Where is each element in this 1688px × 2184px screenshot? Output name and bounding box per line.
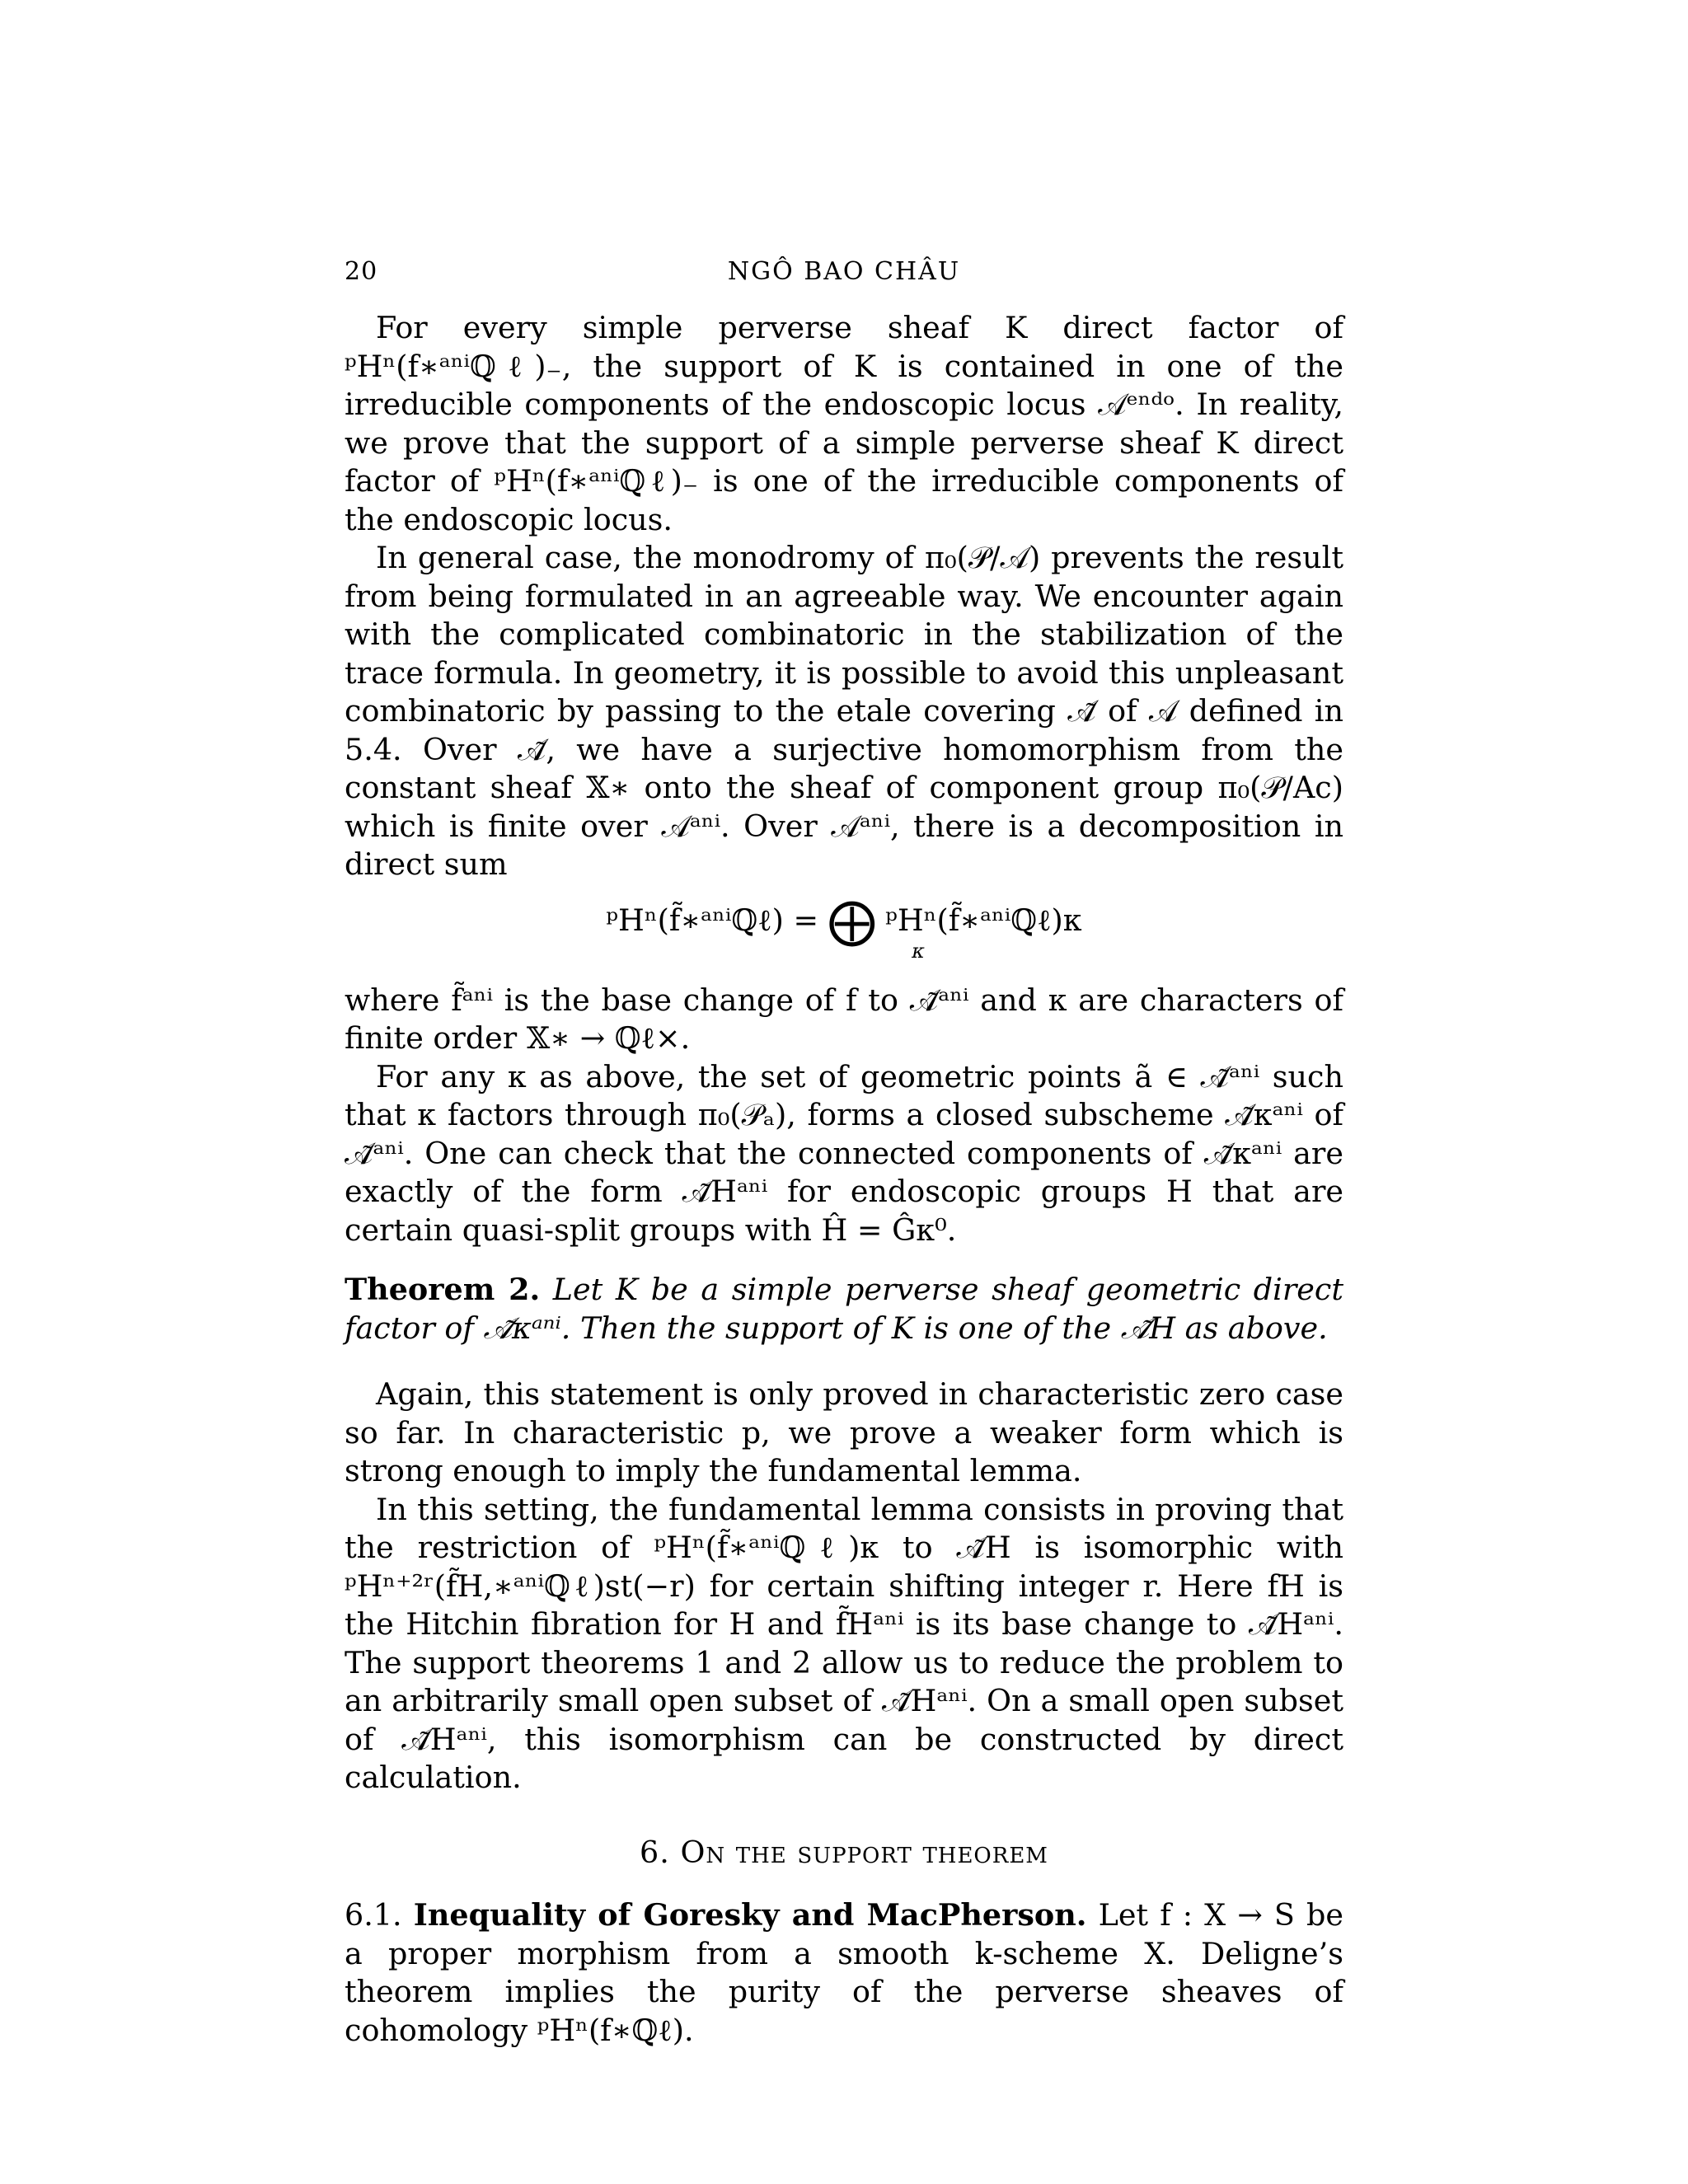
subsection-paragraph: [345, 1896, 1343, 2050]
direct-sum-symbol: ⨁: [828, 892, 876, 949]
equation-lhs: ᵖHⁿ(f̃∗ᵃⁿⁱℚℓ) =: [606, 902, 828, 938]
running-title: NGÔ BAO CHÂU: [727, 257, 961, 286]
theorem: [345, 1271, 1343, 1347]
paragraph: For every simple perverse sheaf K direct factor of ᵖHⁿ(f∗ᵃⁿⁱℚℓ)₋, the support of K is contained in one of the irreducible components of the endoscopic locus 𝒜ᵉⁿᵈᵒ. In reality, we prove that the support of a simple perverse sheaf K direct factor of ᵖHⁿ(f∗ᵃⁿⁱℚℓ)₋ is one of the irreducible components of the endoscopic locus.: [345, 310, 1343, 537]
paragraph: In this setting, the fundamental lemma consists in proving that the restriction of ᵖHⁿ(f̃∗ᵃⁿⁱℚℓ)κ to 𝒜̃H is isomorphic with ᵖHⁿ⁺²ʳ(f̃H,∗ᵃⁿⁱℚℓ)st(−r) for certain shifting integer r. Here fH is the Hitchin fibration for H and f̃Hᵃⁿⁱ is its base change to 𝒜̃Hᵃⁿⁱ. The support theorems 1 and 2 allow us to reduce the problem to an arbitrarily small open subset of 𝒜̃Hᵃⁿⁱ. On a small open subset of 𝒜̃Hᵃⁿⁱ, this isomorphism can be constructed by direct calculation.: [345, 1491, 1343, 1795]
equation-rhs: ᵖHⁿ(f̃∗ᵃⁿⁱℚℓ)κ: [875, 902, 1082, 938]
paragraph: For any κ as above, the set of geometric points ã ∈ 𝒜̃ᵃⁿⁱ such that κ factors through π₀(𝒫ₐ), forms a closed subscheme 𝒜̃κᵃⁿⁱ of 𝒜̃ᵃⁿⁱ. One can check that the connected components of 𝒜̃κᵃⁿⁱ are exactly of the form 𝒜̃Hᵃⁿⁱ for endoscopic groups H that are certain quasi-split groups with Ĥ = Ĝκ⁰.: [345, 1058, 1343, 1248]
paragraph: where f̃ᵃⁿⁱ is the base change of f to 𝒜̃ᵃⁿⁱ and κ are characters of finite order 𝕏∗ → ℚℓ×.: [345, 982, 1343, 1056]
sum-subscript: κ: [912, 939, 925, 963]
section-heading: 6. On the support theorem: [640, 1834, 1048, 1870]
subsection-number: 6.1.: [345, 1897, 414, 1933]
paragraph: Again, this statement is only proved in characteristic zero case so far. In characteristic p, we prove a weaker form which is strong enough to imply the fundamental lemma.: [345, 1376, 1343, 1488]
subsection-text: Let f : X → S be a proper morphism from a smooth k-scheme X. Deligne’s theorem implies the purity of the perverse sheaves of cohomology ᵖHⁿ(f∗ℚℓ).: [345, 1897, 1343, 2048]
page-body: [345, 309, 1343, 2050]
theorem-text: Let K be a simple perverse sheaf geometric direct factor of 𝒜̃κᵃⁿⁱ. Then the support of K is one of the 𝒜̃H as above.: [345, 1272, 1343, 1346]
display-equation: [345, 892, 1343, 963]
paragraph: In general case, the monodromy of π₀(𝒫/𝒜) prevents the result from being formulated in an agreeable way. We encounter again with the complicated combinatoric in the stabilization of the trace formula. In geometry, it is possible to avoid this unpleasant combinatoric by passing to the etale covering 𝒜̃ of 𝒜 defined in 5.4. Over 𝒜̃, we have a surjective homomorphism from the constant sheaf 𝕏∗ onto the sheaf of component group π₀(𝒫/Ac) which is finite over 𝒜ᵃⁿⁱ. Over 𝒜ᵃⁿⁱ, there is a decomposition in direct sum: [345, 540, 1343, 882]
page-number: 20: [345, 257, 378, 286]
subsection-title: Inequality of Goresky and MacPherson.: [413, 1897, 1087, 1933]
theorem-label: Theorem 2.: [345, 1272, 541, 1307]
